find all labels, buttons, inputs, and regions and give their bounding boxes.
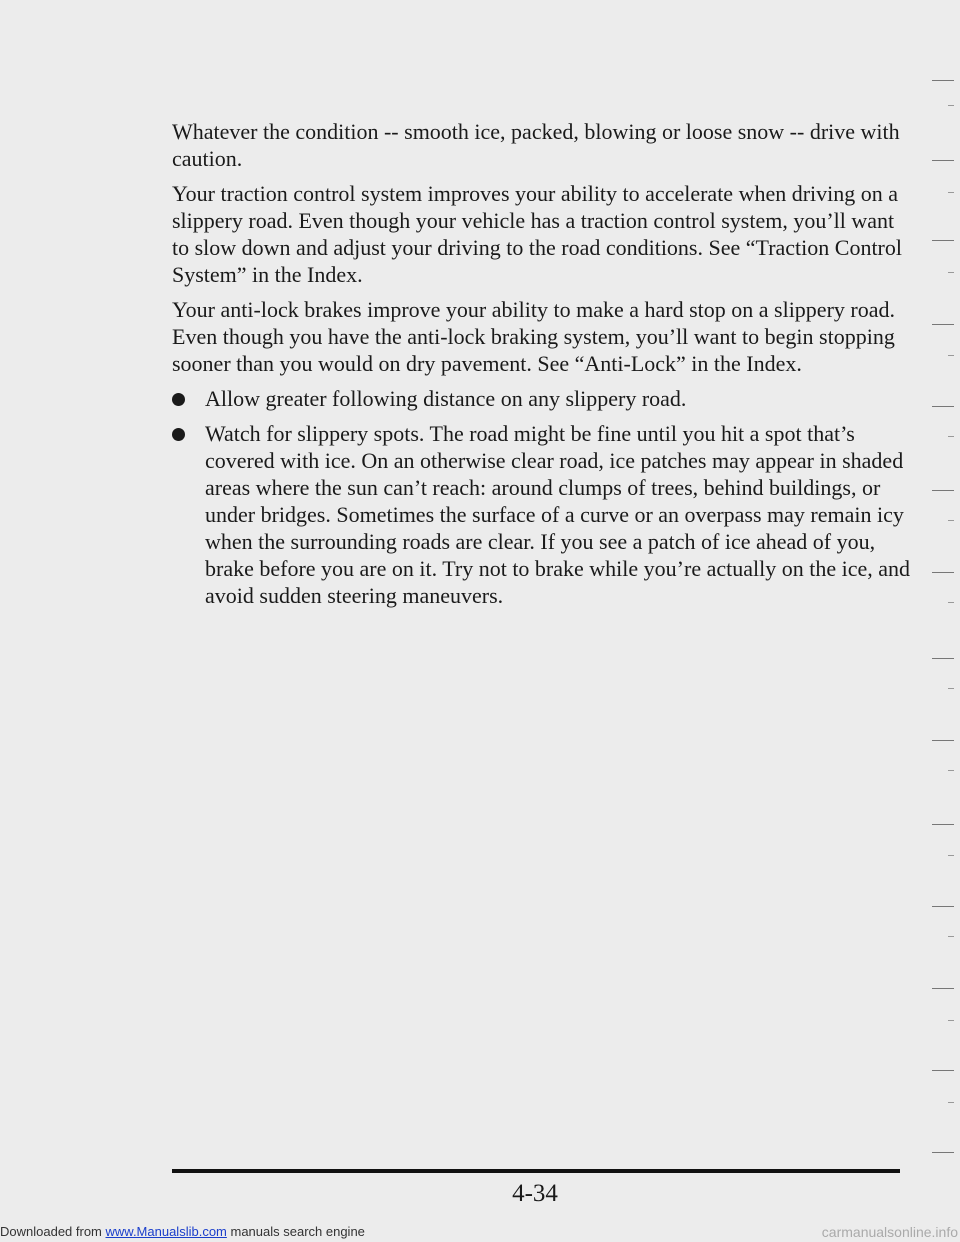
margin-tick [932, 988, 954, 989]
margin-tick [932, 160, 954, 161]
bullet-text-following-distance: Allow greater following distance on any slippery road. [205, 386, 687, 411]
margin-tick [932, 906, 954, 907]
page-content [172, 118, 912, 617]
margin-tick [932, 572, 954, 573]
bullet-text-slippery-spots: Watch for slippery spots. The road might be fine until you hit a spot that’s covered with ice. On an otherwise clear road, ice patches may appear in shaded areas where the sun can’t reach: around clumps of trees, behind buildings, or under bridges. Sometimes the surface of a curve or an overpass may remain icy when the surrounding roads are clear. If you see a patch of ice ahead of you, brake before you are on it. Try not to brake while you’re actually on the ice, and avoid sudden steering maneuvers. [205, 421, 910, 608]
margin-tick [932, 1152, 954, 1153]
margin-tick [948, 105, 954, 106]
bullet-icon [172, 393, 185, 406]
margin-tick [932, 1070, 954, 1071]
margin-tick [948, 272, 954, 273]
margin-tick [948, 192, 954, 193]
bullet-list [172, 385, 912, 609]
margin-tick [932, 80, 954, 81]
margin-tick [948, 855, 954, 856]
manualslib-link[interactable]: www.Manualslib.com [105, 1224, 227, 1239]
margin-tick [948, 436, 954, 437]
footer-prefix: Downloaded from [0, 1224, 106, 1239]
list-item [172, 420, 912, 609]
paragraph-anti-lock-brakes: Your anti-lock brakes improve your ability to make a hard stop on a slippery road. Even though you have the anti-lock braking system, you’ll want to begin stopping sooner than you would on dry pavement. See “Anti-Lock” in the Index. [172, 297, 895, 376]
paragraph-traction-control: Your traction control system improves your ability to accelerate when driving on a slippery road. Even though your vehicle has a traction control system, you’ll want to slow down and adjust your driving to the road conditions. See “Traction Control System” in the Index. [172, 181, 902, 287]
page-number: 4-34 [512, 1180, 558, 1207]
margin-tick [932, 324, 954, 325]
margin-tick-marks [924, 80, 954, 1160]
margin-tick [948, 520, 954, 521]
footer-rule [172, 1169, 900, 1173]
footer-credit [0, 1222, 365, 1242]
paragraph-driving-caution: Whatever the condition -- smooth ice, packed, blowing or loose snow -- drive with caution. [172, 119, 900, 171]
margin-tick [932, 824, 954, 825]
watermark-text: carmanualsonline.info [821, 1224, 958, 1240]
margin-tick [932, 240, 954, 241]
margin-tick [948, 602, 954, 603]
margin-tick [948, 936, 954, 937]
margin-tick [948, 1020, 954, 1021]
margin-tick [948, 1102, 954, 1103]
download-footer [0, 1222, 960, 1242]
margin-tick [932, 406, 954, 407]
bullet-icon [172, 428, 185, 441]
margin-tick [948, 688, 954, 689]
margin-tick [948, 355, 954, 356]
margin-tick [932, 490, 954, 491]
list-item [172, 385, 912, 412]
footer-suffix: manuals search engine [226, 1224, 365, 1239]
margin-tick [948, 770, 954, 771]
margin-tick [932, 658, 954, 659]
margin-tick [932, 740, 954, 741]
